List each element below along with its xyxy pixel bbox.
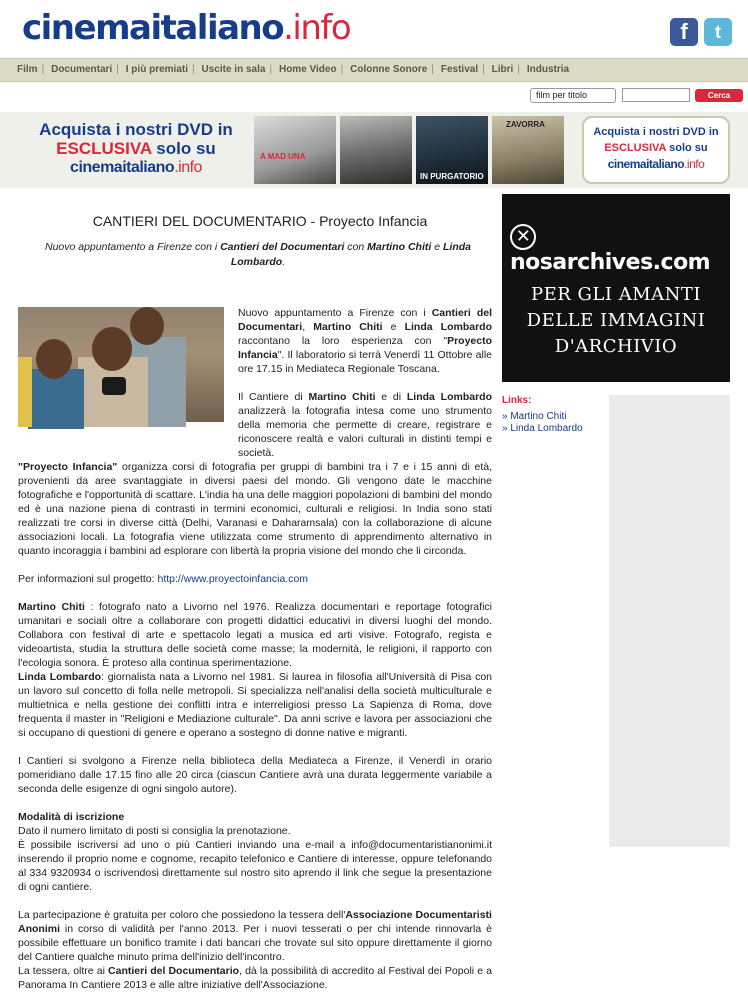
sidebar-gray-panel — [609, 395, 730, 847]
signup-line-1: Dato il numero limitato di posti si consiglia la prenotazione. — [18, 825, 291, 837]
link-martino-chiti[interactable]: » Martino Chiti — [502, 411, 567, 422]
nav-item-piu-premiati[interactable]: I più premiati — [125, 64, 188, 75]
intro-paragraph-1: Nuovo appuntamento a Firenze con i Cantieri del Documentari, Martino Chiti e Linda Lombardo raccontano la loro esperienza con "Proyecto Infancia". Il laboratorio si terrà Venerdì 11 Ottobre alle ore 17.15 in Mediateca Regionale Toscana. — [238, 307, 493, 375]
sidebar-ad-nosarchives[interactable] — [502, 194, 730, 382]
main-nav: Film | Documentari | I più premiati | Uscite in sala | Home Video | Colonne Sonore | Festival | Libri | Industria — [0, 58, 748, 82]
search-button[interactable]: Cerca — [695, 89, 743, 102]
info-paragraph: Per informazioni sul progetto: http://www.proyectoinfancia.com — [18, 573, 309, 585]
search-input[interactable] — [622, 88, 690, 102]
intro-paragraph-2: Il Cantiere di Martino Chiti e di Linda Lombardo analizzerà la fotografia intesa come uno strumento della memoria che permette di creare, registrare e riconoscere realtà e valori culturali in distinti tempi e società. — [238, 391, 492, 459]
twitter-icon[interactable]: t — [704, 18, 732, 46]
ad-logo: ✕nosarchives.com — [510, 226, 711, 275]
project-paragraph: "Proyecto Infancia" organizza corsi di fotografia per gruppi di bambini tra i 7 e i 15 anni di età, provenienti da aree svantaggiate in diversi paesi del mondo. Gli vengono date le macchine fotografiche e l'opportunità di scattare. L'india ha una delle maggiori popolazioni di bambini del mondo ed è una nazione piena di contrasti in termini economici, culturali e religiosi. In India sono stati realizzati tre corsi in diverse città (Delhi, Varanasi e Daharamsala) con la collaborazione di alcune associazioni locali. La fotografia viene utilizzata come strumento di apprendimento alternativo in quanto incoraggia i bambini ad esplorare con libertà la propria visione del mondo che li circonda. — [18, 461, 492, 557]
site-logo[interactable]: cinemaitaliano.info — [22, 8, 351, 48]
dvd-cover-2[interactable] — [340, 116, 412, 184]
signup-heading: Modalità di iscrizione — [18, 811, 125, 823]
nav-item-documentari[interactable]: Documentari — [51, 64, 113, 75]
bio-chiti: Martino Chiti : fotografo nato a Livorno nel 1976. Realizza documentari e reportage fotografici umanitari e sociali oltre a collaborare con progetti didattici educativi in diversi luoghi del mondo. Collabora con festival di arte e spettacolo legati a musica ed arti visive. Fotografo, regista e videoartista, studia la struttura delle società come masse; la modernità, le religioni, il rapporto con l'ecologia sonora. È proteso alla continua sperimentazione. — [18, 601, 492, 669]
ad-tagline: PER GLI AMANTI DELLE IMMAGINI D'ARCHIVIO — [526, 284, 706, 357]
project-link[interactable]: http://www.proyectoinfancia.com — [157, 573, 309, 585]
links-heading: Links: — [502, 395, 532, 406]
participation-paragraph: La partecipazione è gratuita per coloro che possiedono la tessera dell'Associazione Documentaristi Anonimi in corso di validità per l'anno 2013. Per i nuovi tesserati o per chi intende rinnovarla è possibile effettuare un bonifico tramite i dati bancari che trovate sul sito oppure direttamente il giorno del Cantiere qualche minuto prima dell'inizio dell'incontro. — [18, 909, 492, 963]
page-subtitle: Nuovo appuntamento a Firenze con i Cantieri del Documentari con Martino Chiti e Linda Lombardo. — [44, 241, 471, 268]
page-title: CANTIERI DEL DOCUMENTARIO - Proyecto Infancia — [92, 213, 428, 229]
card-paragraph: La tessera, oltre ai Cantieri del Documentario, dà la possibilità di accredito al Festival dei Popoli e a Panorama In Cantiere 2013 e alle altre iniziative dell'Associazione. — [18, 965, 492, 991]
dvd-cover-4[interactable]: ZAVORRA — [492, 116, 564, 184]
nosarchives-x-icon: ✕ — [510, 224, 536, 250]
signup-line-2: È possibile iscriversi ad uno o più Cantieri inviando una e-mail a info@documentaristianonimi.it inserendo il proprio nome e cognome, recapito telefonico e Cantiere di interesse, oppure telefonando al 334 9320934 o iscrivendosi direttamente sul nostro sito aprendo il link che segue la presentazione di ogni cantiere. — [18, 839, 492, 893]
nav-item-libri[interactable]: Libri — [491, 64, 514, 75]
facebook-icon[interactable]: f — [670, 18, 698, 46]
banner-text-right: Acquista i nostri DVD in ESCLUSIVA solo su cinemaitaliano.info — [582, 116, 730, 184]
dvd-cover-1[interactable]: A MAD UNA — [254, 116, 336, 184]
nav-item-home-video[interactable]: Home Video — [278, 64, 337, 75]
banner-text-left: Acquista i nostri DVD in ESCLUSIVA solo su cinemaitaliano.info — [39, 120, 233, 176]
site-header — [0, 0, 748, 56]
dvd-cover-3[interactable]: IN PURGATORIO — [416, 116, 488, 184]
nav-item-industria[interactable]: Industria — [526, 64, 570, 75]
bio-lombardo: Linda Lombardo: giornalista nata a Livorno nel 1981. Si laurea in filosofia all'Università di Pisa con un lavoro sul concetto di folla nelle metropoli. Si specializza nell'analisi della società multiculturale e multietnica e nella gestione dei conflitti intra e interreligiosi presso La Sapienza di Roma, dove frequenta il master in "Religioni e Mediazione culturale". Da anni scrive e lavora per associazioni che si occupano di questioni di genere e operano a sostegno di donne native e migranti. — [18, 671, 493, 739]
article-body — [18, 306, 492, 992]
nav-item-film[interactable]: Film — [17, 64, 38, 75]
search-type-select[interactable]: film per titolo — [530, 88, 616, 103]
link-linda-lombardo[interactable]: » Linda Lombardo — [502, 423, 583, 434]
sidebar-links — [502, 395, 583, 435]
nav-item-festival[interactable]: Festival — [440, 64, 479, 75]
dvd-banner[interactable] — [0, 112, 748, 188]
schedule-paragraph: I Cantieri si svolgono a Firenze nella biblioteca della Mediateca a Firenze, il Venerdì in orario pomeridiano dalle 17.15 fino alle 20 circa (ciascun Cantiere avrà una durata leggermente variabile a seconda delle esigenze di ogni singolo autore). — [18, 755, 492, 795]
nav-item-colonne-sonore[interactable]: Colonne Sonore — [350, 64, 428, 75]
nav-item-uscite-in-sala[interactable]: Uscite in sala — [201, 64, 266, 75]
